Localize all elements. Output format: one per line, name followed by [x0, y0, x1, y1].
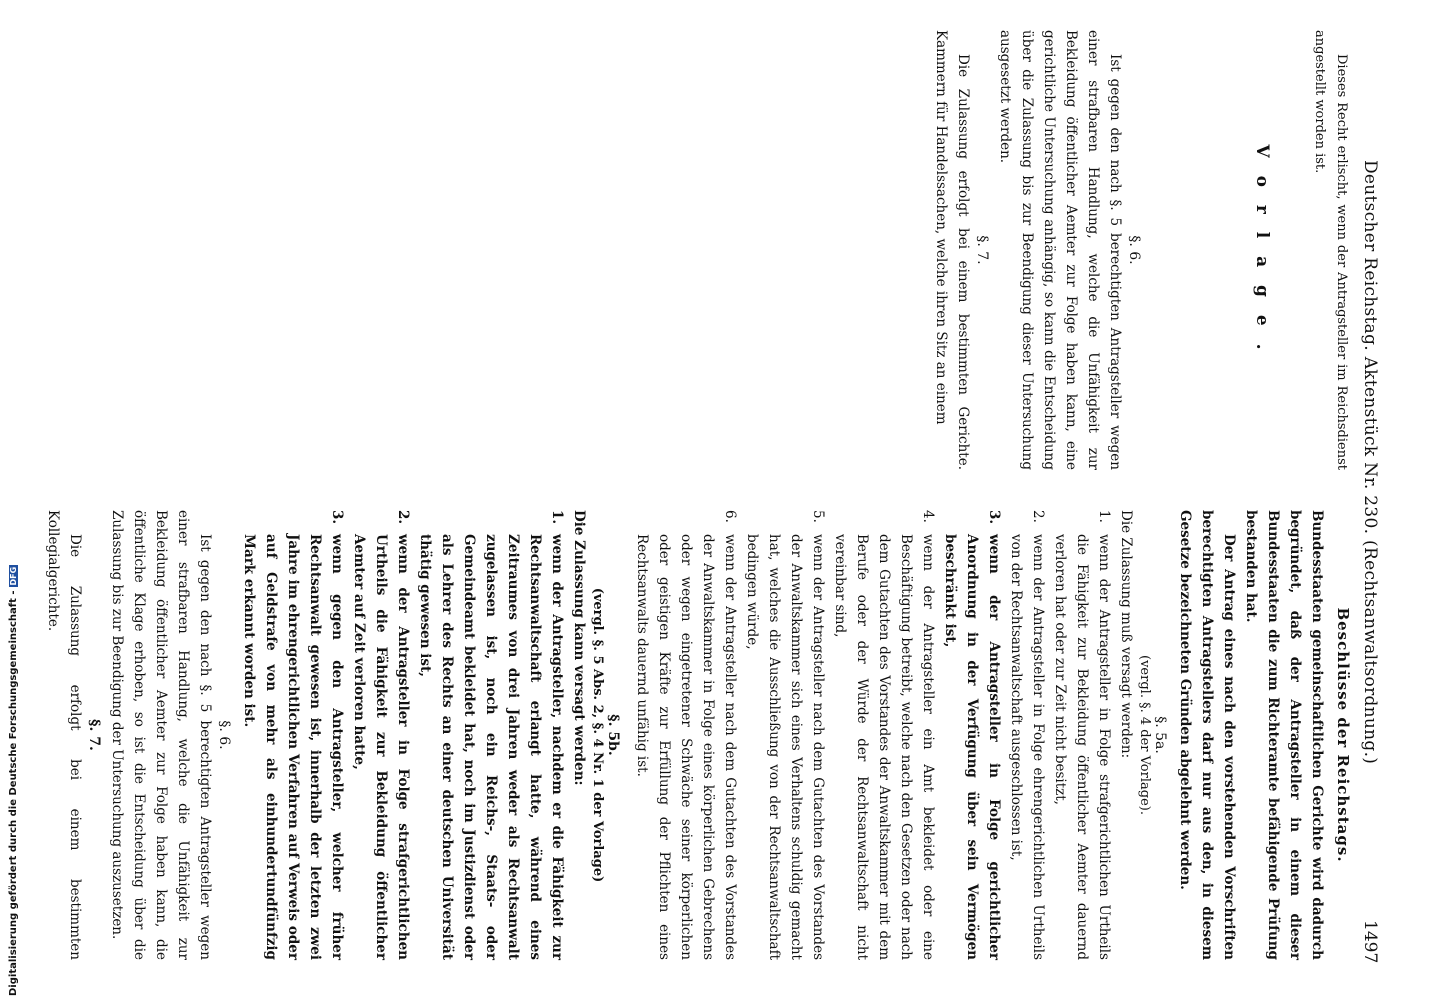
section-7-text: Die Zulassung erfolgt bei einem bestimmten Gerichte. Kammern für Handelssachen, welche ihren Sitz an einem — [933, 30, 971, 470]
list-item-number: 2. — [395, 510, 411, 525]
list-item — [1005, 510, 1049, 960]
section-heading: §. 7. — [974, 235, 990, 265]
section-heading: §. 6. — [216, 720, 232, 750]
list-item-number: 5. — [810, 510, 826, 523]
antrag-text: Der Antrag eines nach den vorstehenden Vorschriften berechtigten Antragstellers darf nur aus den, in diesem Gesetze bezeichneten Gründen abgelehnt werden. — [1177, 510, 1237, 960]
list-item-text: wenn der Antragsteller nach dem Gutachten des Vorstandes der Anwaltskammer sich eines Verhaltens schuldig gemacht hat, welches die Ausschließung von der Rechtsanwaltschaft bedingen würde, — [744, 534, 826, 960]
list-item-text: wenn der Antragsteller ein Amt bekleidet oder eine Beschäftigung betreibt, welche nach den Gesetzen oder nach dem Gutachten des Vorstandes der Anwaltskammer mit dem Berufe oder der Würde der Rechtsanwaltschaft nicht vereinbar sind, — [832, 534, 936, 960]
list-item — [238, 510, 348, 960]
vorlage-title: V o r l a g e . — [1252, 144, 1272, 356]
left-column — [930, 30, 1352, 470]
list-item-text: wenn der Antragsteller in Folge ehrengerichtlichen Urtheils von der Rechtsanwaltschaft ausgeschlossen ist, — [1008, 534, 1046, 960]
beschluesse-title: Beschlüsse der Reichstags. — [1334, 607, 1352, 863]
list-item — [829, 510, 939, 960]
list-item-number: 1. — [549, 510, 565, 525]
section-heading: §. 6. — [1126, 235, 1142, 265]
list-item — [939, 510, 1005, 960]
list-item-number: 3. — [329, 510, 345, 525]
list-item-number: 6. — [722, 510, 738, 523]
list-item — [414, 510, 568, 960]
list-item — [741, 510, 829, 960]
list-item — [1049, 510, 1115, 960]
list-item-number: 1. — [1096, 510, 1112, 523]
section-6-text: Ist gegen den nach §. 5 berechtigten Antragsteller wegen einer strafbaren Handlung, welche die Unfähigkeit zur Bekleidung öffentlicher Aemter zur Folge haben kann, die öffentliche Klage erhoben, so ist die Entscheidung über die Zulassung bis zur Beendigung der Untersuchung auszusetzen. — [109, 510, 213, 960]
digitization-footer — [8, 566, 22, 996]
section-heading: §. 7. — [86, 719, 102, 751]
section-reference: (vergl. §. 4 der Vorlage). — [1137, 655, 1152, 815]
list-item-text: wenn der Antragsteller nach dem Gutachten des Vorstandes der Anwaltskammer in Folge eines körperlichen Gebrechens oder wegen eingetretener Schwäche seiner körperlichen oder geistigen Kräfte zur Erfüllung der Pflichten eines Rechtsanwalts dauernd unfähig ist. — [634, 534, 738, 960]
list-item-number: 2. — [1030, 510, 1046, 523]
page-number: 1497 — [1360, 920, 1380, 964]
intro-text: Bundesstaaten gemeinschaftlichen Gerichte wird dadurch begründet, daß der Antragsteller in einem dieser Bundesstaaten die zum Richteramte befähigende Prüfung bestanden hat. — [1243, 510, 1325, 960]
running-title: Deutscher Reichstag. Aktenstück Nr. 230. (Rechtsanwaltsordnung.) — [1360, 160, 1380, 765]
section-6-text: Ist gegen den nach §. 5 berechtigten Antragsteller wegen einer strafbaren Handlung, welche die Unfähigkeit zur Bekleidung öffentlicher Aemter zur Folge haben kann, eine gerichtliche Untersuchung anhängig, so kann die Entscheidung über die Zulassung bis zur Beendigung dieser Untersuchung ausgesetzt werden. — [997, 30, 1123, 470]
list-item-text: wenn der Antragsteller in Folge strafgerichtlichen Urtheils die Fähigkeit zur Bekleidung öffentlicher Aemter dauernd verloren hat oder zur Zeit nicht besitzt, — [1052, 534, 1112, 960]
section-heading: §. 5b. — [605, 714, 621, 756]
continuation-text: Dieses Recht erlischt, wenn der Antragsteller im Reichsdienst angestellt worden ist. — [1312, 30, 1349, 470]
list-item-text: wenn der Antragsteller in Folge gerichtlicher Anordnung in der Verfügung über sein Vermögen beschränkt ist, — [942, 534, 1002, 960]
digitization-note: Digitalisierung gefördert durch die Deutsche Forschungsgemeinschaft - — [8, 590, 19, 996]
list-item — [631, 510, 741, 960]
section-7-text: Die Zulassung erfolgt bei einem bestimmten Kollegialgerichte. — [45, 510, 83, 960]
section-reference: (vergl. §. 5 Abs. 2, §. 4 Nr. 1 der Vorlage) — [590, 587, 605, 883]
list-item-text: wenn der Antragsteller, nachdem er die Fähigkeit zur Rechtsanwaltschaft erlangt hatte, während eines Zeitraumes von drei Jahren weder als Rechtsanwalt zugelassen ist, noch ein Reichs-, Staats- oder Gemeindeamt bekleidet hat, noch im Justizdienst oder als Lehrer des Rechts an einer deutschen Universität thätig gewesen ist, — [417, 534, 565, 960]
list-item — [348, 510, 414, 960]
right-column — [42, 510, 1352, 960]
section-5a-list — [631, 510, 1115, 960]
list-item-text: wenn der Antragsteller in Folge strafgerichtlichen Urtheils die Fähigkeit zur Bekleidung öffentlicher Aemter auf Zeit verloren hatte, — [351, 534, 411, 960]
dfg-logo: DFG — [9, 566, 18, 586]
list-item-text: wenn gegen den Antragsteller, welcher früher Rechtsanwalt gewesen ist, innerhalb der letzten zwei Jahre im ehrengerichtlichen Verfahren auf Verweis oder auf Geldstrafe von mehr als einhundertundfünfzig Mark erkannt worden ist. — [241, 534, 345, 960]
section-lead: Die Zulassung kann versagt werden: — [571, 510, 587, 786]
section-heading: §. 5a. — [1152, 716, 1168, 754]
section-5b-list — [238, 510, 568, 960]
section-lead: Die Zulassung muß versagt werden: — [1118, 510, 1134, 759]
list-item-number: 3. — [986, 510, 1002, 525]
list-item-number: 4. — [920, 510, 936, 523]
